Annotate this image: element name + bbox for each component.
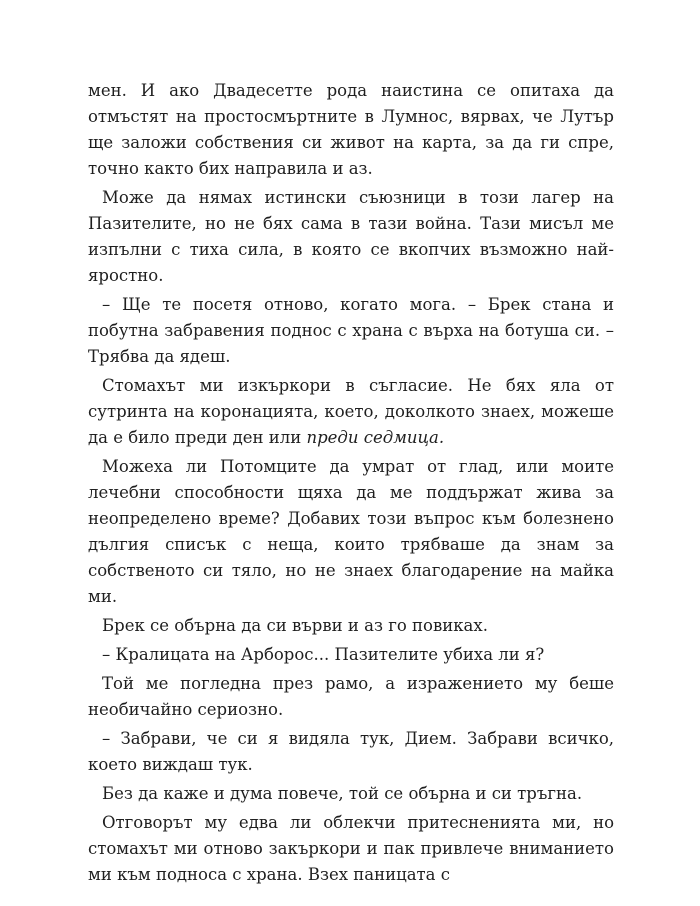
paragraph-11: Отговорът му едва ли облекчи притесненията ми, но стомахът ми отново закъркори и пак привлече вниманието ми към подноса с храна. Взех паницата с bbox=[88, 813, 614, 884]
paragraph-7: – Кралицата на Арборос... Пазителите убиха ли я? bbox=[102, 645, 545, 664]
paragraph-9: – Забрави, че си я видяла тук, Дием. Забрави всичко, което виждаш тук. bbox=[88, 729, 614, 774]
paragraph-3: – Ще те посетя отново, когато мога. – Брек стана и побутна забравения поднос с храна с върха на ботуша си. – Трябва да ядеш. bbox=[88, 295, 614, 366]
paragraph-6: Брек се обърна да си върви и аз го повиках. bbox=[102, 616, 488, 635]
paragraph-4 bbox=[88, 373, 614, 451]
paragraph-5: Можеха ли Потомците да умрат от глад, или моите лечебни способности щяха да ме поддържат жива за неопределено време? Добавих този въпрос към болезнено дългия списък с неща, които трябваше да знам за собственото си тяло, но не знаех благодарение на майка ми. bbox=[88, 457, 614, 606]
paragraph-1: мен. И ако Двадесетте рода наистина се опитаха да отмъстят на простосмъртните в Лумнос, вярвах, че Лутър ще заложи собствения си живот на карта, за да ги спре, точно както бих направила и аз. bbox=[88, 81, 614, 178]
paragraph-2: Може да нямах истински съюзници в този лагер на Пазителите, но не бях сама в тази война. Тази мисъл ме изпълни с тиха сила, в която се вкопчих възможно най-яростно. bbox=[88, 188, 614, 285]
book-page bbox=[88, 78, 614, 891]
paragraph-8: Той ме погледна през рамо, а изражението му беше необичайно сериозно. bbox=[88, 674, 614, 719]
paragraph-4-text: Стомахът ми изкъркори в съгласие. Не бях яла от сутринта на коронацията, което, доколкото знаех, можеше да е било преди ден или bbox=[88, 376, 614, 447]
paragraph-10: Без да каже и дума повече, той се обърна и си тръгна. bbox=[102, 784, 583, 803]
paragraph-4-italic: преди седмица. bbox=[306, 428, 445, 447]
